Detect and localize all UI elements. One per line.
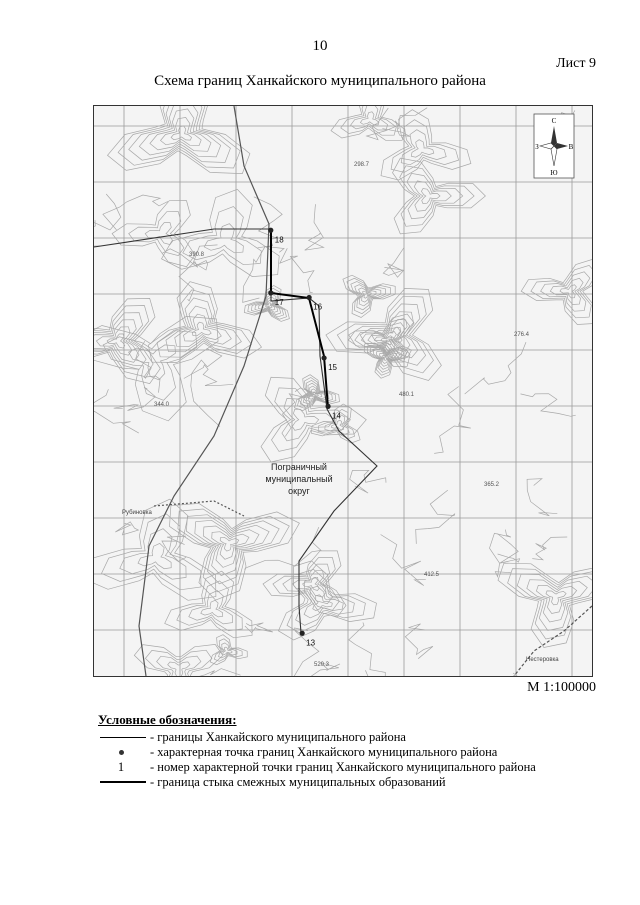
point-marker-icon <box>325 404 330 409</box>
spot-height-label: 298.7 <box>354 162 370 168</box>
spot-height-label: 412.5 <box>424 572 440 578</box>
boundary-point[interactable] <box>307 295 323 312</box>
map-title: Схема границ Ханкайского муниципального района <box>154 73 486 89</box>
legend-item-label: - номер характерной точки границ Ханкайского муниципального района <box>150 760 536 774</box>
district-label <box>265 462 332 496</box>
sheet-label: Лист 9 <box>556 56 596 71</box>
scale-label: М 1:100000 <box>527 680 596 695</box>
point-number-label: 14 <box>332 411 341 421</box>
legend-item-number <box>98 760 598 775</box>
legend-item-label: - характерная точка границ Ханкайского муниципального района <box>150 745 498 759</box>
compass-west: З <box>535 143 539 151</box>
page-number: 10 <box>312 38 328 54</box>
boundary-point[interactable] <box>300 631 316 648</box>
legend-item-junction <box>98 775 598 790</box>
point-marker-icon <box>307 295 312 300</box>
legend-item-boundary <box>98 730 598 745</box>
thick-line-icon <box>98 775 148 790</box>
point-number-label: 16 <box>313 302 323 312</box>
legend-title: Условные обозначения: <box>98 712 237 727</box>
place-label: Рубиновка <box>122 510 152 516</box>
point-number-label: 15 <box>328 362 337 372</box>
spot-height-label: 520.3 <box>314 662 330 668</box>
point-marker-icon <box>268 290 273 295</box>
compass-south: Ю <box>550 169 558 177</box>
compass-rose <box>534 114 574 178</box>
legend-item-label: - граница стыка смежных муниципальных образований <box>150 775 446 789</box>
svg-text:Пограничный: Пограничный <box>271 462 327 472</box>
road-lines <box>139 106 592 676</box>
legend-item-label: - границы Ханкайского муниципального района <box>150 730 406 744</box>
place-label: Нестеровка <box>526 657 559 663</box>
legend-item-point <box>98 745 598 760</box>
spot-height-label: 390.8 <box>189 252 205 258</box>
spot-height-label: 344.0 <box>154 402 170 408</box>
svg-text:муниципальный: муниципальный <box>265 474 333 484</box>
legend <box>98 712 598 790</box>
dot-icon <box>98 745 148 760</box>
spot-height-label: 276.4 <box>514 332 530 338</box>
spot-height-label: 480.1 <box>399 392 415 398</box>
compass-north: С <box>551 117 557 125</box>
point-marker-icon <box>300 631 305 636</box>
point-marker-icon <box>321 355 326 360</box>
point-number-label: 18 <box>274 235 284 245</box>
point-number-label: 17 <box>274 297 284 307</box>
topographic-map[interactable] <box>93 105 593 677</box>
number-icon: 1 <box>117 760 125 774</box>
svg-text:округ: округ <box>288 486 310 496</box>
point-number-label: 13 <box>306 638 316 648</box>
spot-height-label: 365.2 <box>484 482 500 488</box>
thin-line-icon <box>98 730 148 745</box>
contour-lines <box>94 106 592 676</box>
point-marker-icon <box>268 228 273 233</box>
compass-east: В <box>568 143 574 151</box>
